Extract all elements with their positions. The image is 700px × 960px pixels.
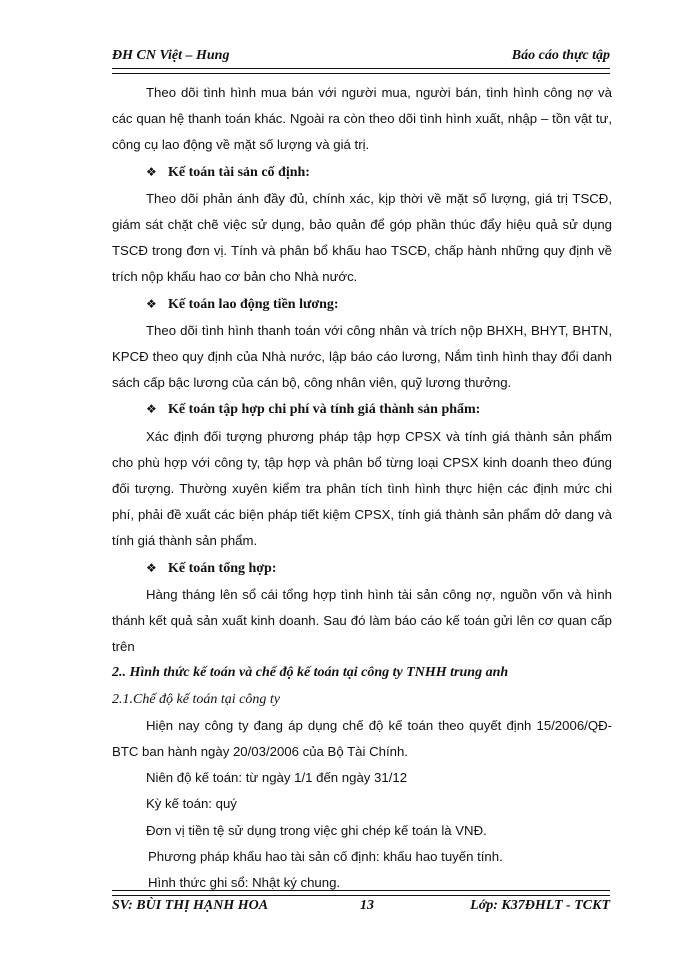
diamond-bullet-icon: ❖ — [146, 402, 157, 417]
heading-text: Kế toán tổng hợp: — [168, 560, 277, 576]
paragraph-fiscal-year: Niên độ kế toán: từ ngày 1/1 đến ngày 31/12 — [146, 770, 408, 786]
heading-fixed-assets — [112, 159, 612, 186]
paragraph-currency: Đơn vị tiền tệ sử dụng trong việc ghi chép kế toán là VNĐ. — [146, 822, 487, 838]
heading-cost-accounting — [112, 396, 612, 423]
paragraph-accounting-regime: Hiện nay công ty đang áp dụng chế độ kế toán theo quyết định 15/2006/QĐ-BTC ban hành ngày 20/03/2006 của Bộ Tài Chính. — [112, 717, 612, 760]
header-report-title: Báo cáo thực tập — [511, 48, 610, 63]
section-heading-2: 2.. Hình thức kế toán và chế độ kế toán tại công ty TNHH trung anh — [112, 665, 509, 681]
diamond-bullet-icon: ❖ — [146, 560, 157, 575]
footer-class: Lớp: K37ĐHLT - TCKT — [470, 898, 610, 913]
heading-text: Kế toán lao động tiền lương: — [168, 296, 339, 312]
heading-text: Kế toán tài sản cố định: — [168, 164, 310, 180]
paragraph-payroll: Theo dõi tình hình thanh toán với công nhân và trích nộp BHXH, BHYT, BHTN, KPCĐ theo quy định của Nhà nước, lập báo cáo lương, Nắm tình hình thay đổi danh sách cấp bậc lương của cán bộ, công nhân viên, quỹ lương thưởng. — [112, 322, 612, 391]
paragraph-depreciation: Phương pháp khấu hao tài sản cố định: khấu hao tuyến tính. — [148, 848, 503, 864]
paragraph-debt-tracking: Theo dõi tình hình mua bán với người mua, người bán, tình hình công nợ và các quan hệ thanh toán khác. Ngoài ra còn theo dõi tình hình xuất, nhập – tồn vật tư, công cụ lao động về mặt số lượng và giá trị. — [112, 85, 612, 153]
header-school: ĐH CN Việt – Hung — [112, 48, 230, 63]
paragraph-cost-accounting: Xác định đối tượng phương pháp tập hợp CPSX và tính giá thành sản phẩm cho phù hợp với công ty, tập hợp và phân bổ từng loại CPSX kinh doanh theo đúng đối tượng. Thường xuyên kiểm tra phân tích tình hình thực hiện các định mức chi phí, phải đề xuất các biện pháp tiết kiệm CPSX, tính giá thành sản phẩm dở dang và tính giá thành sản phẩm. — [112, 428, 612, 549]
paragraph-general-accounting: Hàng tháng lên sổ cái tổng hợp tình hình tài sản công nợ, nguồn vốn và hình thánh kết quả sản xuất kinh doanh. Sau đó làm báo cáo kế toán gửi lên cơ quan cấp trên — [112, 586, 612, 655]
footer-rule — [112, 890, 610, 896]
document-body — [112, 80, 612, 896]
paragraph-bookkeeping-form: Hình thức ghi sổ: Nhật ký chung. — [148, 875, 341, 891]
diamond-bullet-icon: ❖ — [146, 164, 157, 179]
heading-payroll — [112, 291, 612, 318]
diamond-bullet-icon: ❖ — [146, 296, 157, 311]
paragraph-fixed-assets: Theo dõi phản ánh đầy đủ, chính xác, kịp thời về mặt số lượng, giá trị TSCĐ, giám sát chặt chẽ việc sử dụng, bảo quản để góp phần thúc đẩy hiệu quả sử dụng TSCĐ trong đơn vị. Tính và phân bổ khấu hao TSCĐ, chấp hành những quy định về trích nộp khấu hao cơ bản cho Nhà nước. — [112, 190, 612, 285]
heading-general-accounting — [112, 555, 612, 582]
page-number: 13 — [360, 898, 374, 913]
heading-text: Kế toán tập hợp chi phí và tính giá thành sản phẩm: — [168, 402, 481, 418]
page-header — [112, 46, 610, 68]
footer-student: SV: BÙI THỊ HẠNH HOA — [112, 898, 269, 913]
paragraph-accounting-period: Kỳ kế toán: quý — [146, 796, 237, 812]
subsection-heading-2-1: 2.1.Chế độ kế toán tại công ty — [112, 691, 280, 707]
header-rule — [112, 68, 610, 74]
page-footer — [112, 898, 610, 920]
